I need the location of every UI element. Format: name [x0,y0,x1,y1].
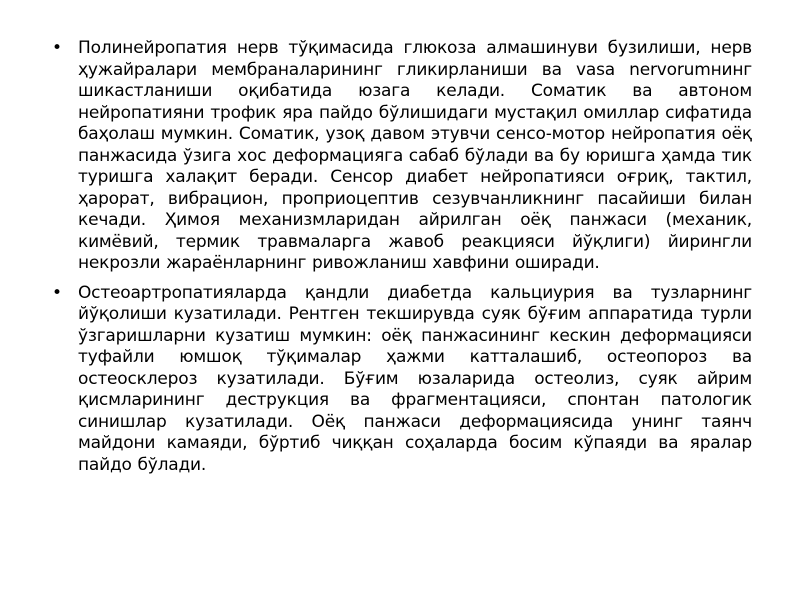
bullet-item-neuropathy [48,38,752,275]
bullet-dot-icon: • [52,282,63,303]
bullet-text-neuropathy: Полинейропатия нерв тўқимасида глюкоза алмашинуви бузилиши, нерв ҳужайралари мембраналарининг гликирланиши ва vasa nervorumнинг шикастланиши оқибатида юзага келади. Соматик ва автоном нейропатияни трофик яра пайдо бўлишидаги мустақил омиллар сифатида баҳолаш мумкин. Соматик, узоқ давом этувчи сенсо-мотор нейропатия оёқ панжасида ўзига хос деформацияга сабаб бўлади ва бу юришга ҳамда тик туришга халақит беради. Сенсор диабет нейропатияси оғриқ, тактил, ҳарорат, вибрацион, проприоцептив сезувчанликнинг пасайиши билан кечади. Ҳимоя механизмларидан айрилган оёқ панжаси (механик, кимёвий, термик травмаларга жавоб реакцияси йўқлиги) йирингли некрозли жараёнларнинг ривожланиш хавфини оширади. [78,38,752,273]
bullet-item-osteoarthropathy [48,283,752,477]
bullet-list [48,38,752,476]
bullet-text-osteoarthropathy: Остеоартропатияларда қандли диабетда кальциурия ва тузларнинг йўқолиши кузатилади. Рентген текширувда суяк бўғим аппаратида турли ўзгаришларни кузатиш мумкин: оёқ панжасининг кескин деформацияси туфайли юмшоқ тўқималар ҳажми катталашиб, остеопороз ва остеосклероз кузатилади. Бўғим юзаларида остеолиз, суяк айрим қисмларининг деструкция ва фрагментацияси, спонтан патологик синишлар кузатилади. Оёқ панжаси деформациясида унинг таянч майдони камаяди, бўртиб чиққан соҳаларда босим кўпаяди ва яралар пайдо бўлади. [78,282,752,475]
bullet-dot-icon: • [52,38,63,58]
